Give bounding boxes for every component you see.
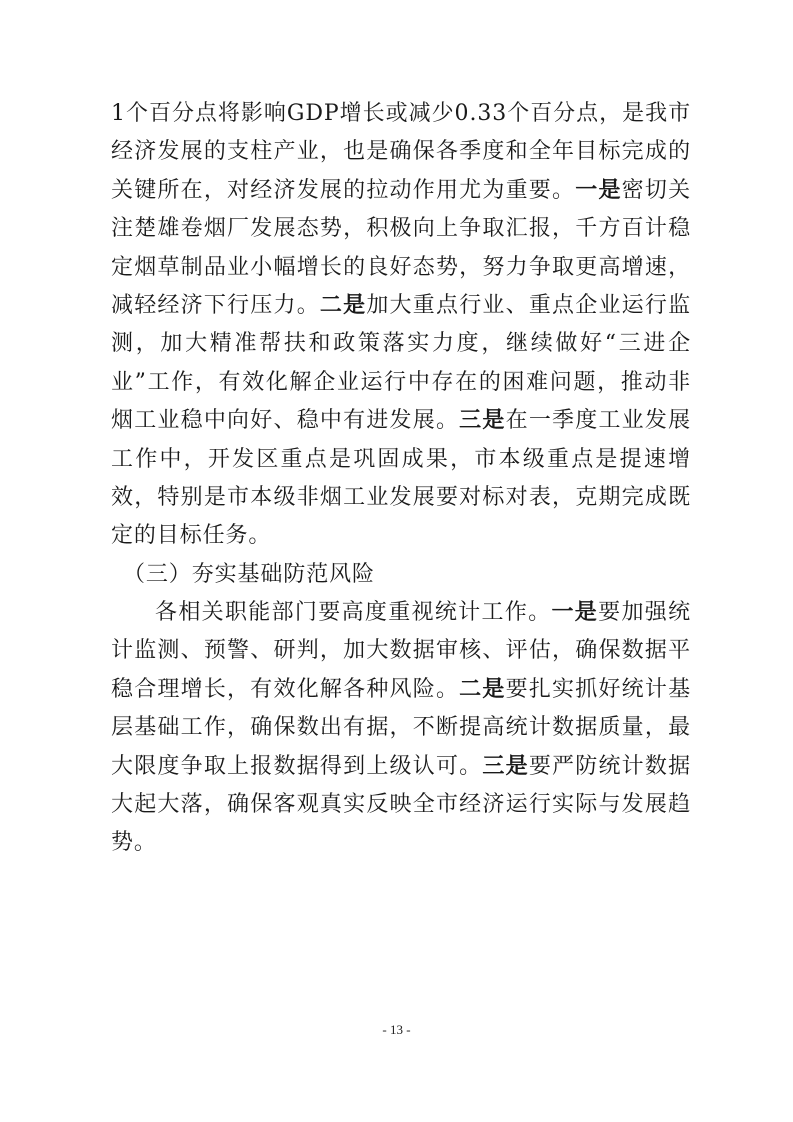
emphasis-text: 一是	[575, 177, 622, 203]
body-paragraph-1	[111, 95, 691, 556]
emphasis-text: 二是	[459, 676, 506, 702]
paragraph-text: 要扎实抓好统计基层基础工作，确保数出有据，不断提高统计数据质量，最大限度争取上报数据得到上级认可。	[111, 676, 691, 779]
paragraph-text: 在一季度工业发展工作中，开发区重点是巩固成果，市本级重点是提速增效，特别是市本级非烟工业发展要对标对表，克期完成既定的目标任务。	[111, 408, 691, 549]
paragraph-text: 要严防统计数据大起大落，确保客观真实反映全市经济运行实际与发展趋势。	[111, 753, 691, 856]
paragraph-text: 各相关职能部门要高度重视统计工作。	[155, 600, 552, 625]
emphasis-text: 一是	[551, 600, 599, 625]
paragraph-text: 密切关注楚雄卷烟厂发展态势，积极向上争取汇报，千方百计稳定烟草制品业小幅增长的良好态势，努力争取更高增速，减轻经济下行压力。	[111, 177, 691, 319]
emphasis-text: 二是	[319, 293, 367, 319]
emphasis-text: 三是	[459, 408, 506, 434]
emphasis-text: 三是	[482, 753, 529, 779]
paragraph-text: 1个百分点将影响GDP增长或减少0.33个百分点，是我市经济发展的支柱产业，也是确保各季度和全年目标完成的关键所在，对经济发展的拉动作用尤为重要。	[111, 101, 691, 203]
paragraph-text: 加大重点行业、重点企业运行监测，加大精准帮扶和政策落实力度，继续做好“三进企业”工作，有效化解企业运行中存在的困难问题，推动非烟工业稳中向好、稳中有进发展。	[111, 293, 691, 434]
body-paragraph-2	[111, 594, 691, 863]
section-heading: （三）夯实基础防范风险	[123, 562, 375, 587]
page-number: - 13 -	[382, 1022, 411, 1037]
paragraph-text: 要加强统计监测、预警、研判，加大数据审核、评估，确保数据平稳合理增长，有效化解各种风险。	[111, 600, 691, 702]
